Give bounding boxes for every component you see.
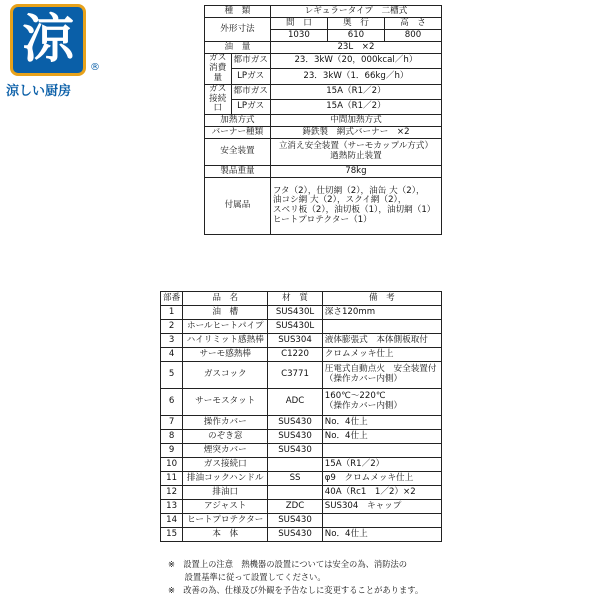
part-material: C1220	[268, 348, 322, 362]
part-no: 14	[161, 514, 183, 528]
part-note	[322, 416, 441, 430]
part-no: 7	[161, 416, 183, 430]
part-note	[322, 306, 441, 320]
part-material: SUS430	[268, 514, 322, 528]
part-name: ホールヒートパイプ	[183, 320, 268, 334]
part-note	[322, 528, 441, 542]
parts-row	[161, 528, 442, 542]
safety-label: 安全装置	[205, 139, 271, 166]
part-material: SUS304	[268, 334, 322, 348]
spec-row-accessories	[205, 178, 442, 235]
dims-value-height: 800	[384, 30, 441, 42]
part-no: 5	[161, 362, 183, 389]
parts-row	[161, 362, 442, 389]
part-material: SUS430	[268, 430, 322, 444]
part-name: サーモ感熱棒	[183, 348, 268, 362]
dims-value-depth: 610	[327, 30, 384, 42]
safety-value	[270, 139, 441, 166]
gas-conn-label: ガス接続口	[205, 84, 232, 115]
spec-row-oil	[205, 42, 442, 54]
part-material: ZDC	[268, 500, 322, 514]
part-note	[322, 362, 441, 389]
part-no: 13	[161, 500, 183, 514]
heat-value: 中間加熱方式	[270, 115, 441, 127]
safety-line: 立消え安全装置（サーモカップル方式）	[278, 141, 434, 152]
note-line: ※ 改善の為、仕様及び外観を予告なしに変更することがあります。	[168, 585, 424, 595]
city-gas-label: 都市ガス	[231, 54, 270, 69]
dims-header-depth: 奥 行	[327, 18, 384, 30]
weight-label: 製品重量	[205, 166, 271, 178]
part-no: 10	[161, 458, 183, 472]
part-no: 9	[161, 444, 183, 458]
dims-header-width: 間 口	[270, 18, 327, 30]
part-note-line: 圧電式自動点火 安全装置付	[324, 364, 437, 375]
part-name: 本 体	[183, 528, 268, 542]
part-note-line: SUS304 キャップ	[324, 500, 402, 511]
parts-table	[160, 291, 442, 542]
spec-row-lp-gas	[205, 69, 442, 84]
lp-conn-label: LPガス	[231, 99, 270, 114]
spec-row-lp-conn	[205, 99, 442, 114]
dims-value-width: 1030	[270, 30, 327, 42]
parts-row	[161, 389, 442, 416]
part-name: アジャスト	[183, 500, 268, 514]
parts-row	[161, 416, 442, 430]
parts-row	[161, 458, 442, 472]
part-note	[322, 320, 441, 334]
burner-label: バーナー種類	[205, 127, 271, 139]
part-name: 煙突カバー	[183, 444, 268, 458]
part-name: ガス接続口	[183, 458, 268, 472]
part-no: 2	[161, 320, 183, 334]
part-note	[322, 472, 441, 486]
spec-row-burner	[205, 127, 442, 139]
part-no: 15	[161, 528, 183, 542]
spec-row-heat	[205, 115, 442, 127]
part-no: 6	[161, 389, 183, 416]
part-name: ガスコック	[183, 362, 268, 389]
parts-row	[161, 320, 442, 334]
part-material: SUS430	[268, 444, 322, 458]
part-material: SUS430	[268, 528, 322, 542]
parts-row	[161, 430, 442, 444]
parts-row	[161, 472, 442, 486]
part-note-line: （操作カバー内側）	[324, 401, 403, 411]
oil-value: 23L ×2	[270, 42, 441, 54]
part-material	[268, 458, 322, 472]
part-name: 操作カバー	[183, 416, 268, 430]
acc-value	[270, 178, 441, 235]
part-note	[322, 389, 441, 416]
parts-row	[161, 334, 442, 348]
spec-table	[204, 5, 442, 235]
part-note-line: クロムメッキ仕上	[324, 348, 394, 359]
parts-row	[161, 514, 442, 528]
part-name: サーモスタット	[183, 389, 268, 416]
part-material: SUS430	[268, 416, 322, 430]
part-no: 1	[161, 306, 183, 320]
part-name: ヒートプロテクター	[183, 514, 268, 528]
logo-kanji: 涼	[10, 4, 86, 76]
spec-row-dims-head	[205, 18, 442, 30]
parts-row	[161, 306, 442, 320]
notes	[168, 558, 423, 597]
part-note	[322, 430, 441, 444]
part-note-line: φ9 クロムメッキ仕上	[324, 472, 414, 483]
burner-value: 鋳鉄製 網式バーナー ×2	[270, 127, 441, 139]
part-material: SUS430L	[268, 306, 322, 320]
lp-conn-value: 15A（R1／2）	[270, 99, 441, 114]
lp-gas-label: LPガス	[231, 69, 270, 84]
parts-row	[161, 486, 442, 500]
parts-header-name: 品 名	[183, 292, 268, 306]
weight-value: 78kg	[270, 166, 441, 178]
part-note	[322, 334, 441, 348]
part-note	[322, 500, 441, 514]
part-material: SS	[268, 472, 322, 486]
part-note-line: No．4仕上	[324, 528, 368, 539]
note-line: 設置基準に従って設置してください。	[168, 572, 326, 582]
part-note-line: No．4仕上	[324, 416, 368, 427]
gas-use-label: ガス消費量	[205, 54, 232, 85]
part-material: ADC	[268, 389, 322, 416]
parts-header-no: 部番	[161, 292, 183, 306]
part-material: SUS430L	[268, 320, 322, 334]
part-material	[268, 486, 322, 500]
parts-row	[161, 444, 442, 458]
logo	[4, 4, 104, 100]
part-note-line: 深さ120mm	[324, 306, 376, 317]
part-note-line: 160℃〜220℃	[324, 391, 386, 402]
parts-row	[161, 348, 442, 362]
spec-row-safety	[205, 139, 442, 166]
logo-text: 涼しい厨房	[6, 84, 72, 99]
type-label: 種 類	[205, 6, 271, 18]
heat-label: 加熱方式	[205, 115, 271, 127]
part-note	[322, 486, 441, 500]
note-line: ※ 設置上の注意 熱機器の設置については安全の為、消防法の	[168, 559, 408, 569]
spec-row-city-gas	[205, 54, 442, 69]
part-no: 4	[161, 348, 183, 362]
part-note-line: 液体膨張式 本体側板取付	[324, 334, 428, 345]
part-note-line: No．4仕上	[324, 430, 368, 441]
part-no: 8	[161, 430, 183, 444]
part-material: C3771	[268, 362, 322, 389]
parts-header-material: 材 質	[268, 292, 322, 306]
acc-line: フタ（2），仕切網（2），油缶 大（2），	[272, 185, 425, 196]
part-no: 11	[161, 472, 183, 486]
dims-header-height: 高 さ	[384, 18, 441, 30]
part-no: 3	[161, 334, 183, 348]
acc-line: スベリ板（2），油切板（1），油切網（1）	[272, 205, 436, 216]
part-no: 12	[161, 486, 183, 500]
parts-header-note: 備 考	[322, 292, 441, 306]
part-note-line: 40A（Rc1 1／2）×2	[324, 486, 416, 497]
spec-row-type	[205, 6, 442, 18]
part-note	[322, 458, 441, 472]
spec-row-city-conn	[205, 84, 442, 99]
acc-label: 付属品	[205, 178, 271, 235]
type-value: レギュラータイプ 二槽式	[270, 6, 441, 18]
oil-label: 油 量	[205, 42, 271, 54]
part-note	[322, 348, 441, 362]
parts-body	[161, 306, 442, 542]
part-name: 油 槽	[183, 306, 268, 320]
part-name: のぞき窓	[183, 430, 268, 444]
part-name: ハイリミット感熱棒	[183, 334, 268, 348]
city-conn-label: 都市ガス	[231, 84, 270, 99]
city-conn-value: 15A（R1／2）	[270, 84, 441, 99]
part-note-line: 15A（R1／2）	[324, 458, 385, 469]
city-gas-value: 23．3kW（20，000kcal／h）	[270, 54, 441, 69]
acc-line: ヒートプロテクター（1）	[272, 215, 372, 226]
part-note	[322, 514, 441, 528]
safety-line: 過熱防止装置	[330, 151, 382, 162]
part-name: 排油コックハンドル	[183, 472, 268, 486]
part-note-line: （操作カバー内側）	[324, 374, 403, 384]
parts-row	[161, 500, 442, 514]
acc-line: 油コシ網 大（2），スクイ網（2），	[272, 195, 407, 206]
part-name: 排油口	[183, 486, 268, 500]
spec-row-weight	[205, 166, 442, 178]
dims-label: 外形寸法	[205, 18, 271, 42]
registered-mark: ®	[90, 62, 100, 73]
part-note	[322, 444, 441, 458]
lp-gas-value: 23．3kW（1．66kg／h）	[270, 69, 441, 84]
parts-header-row	[161, 292, 442, 306]
